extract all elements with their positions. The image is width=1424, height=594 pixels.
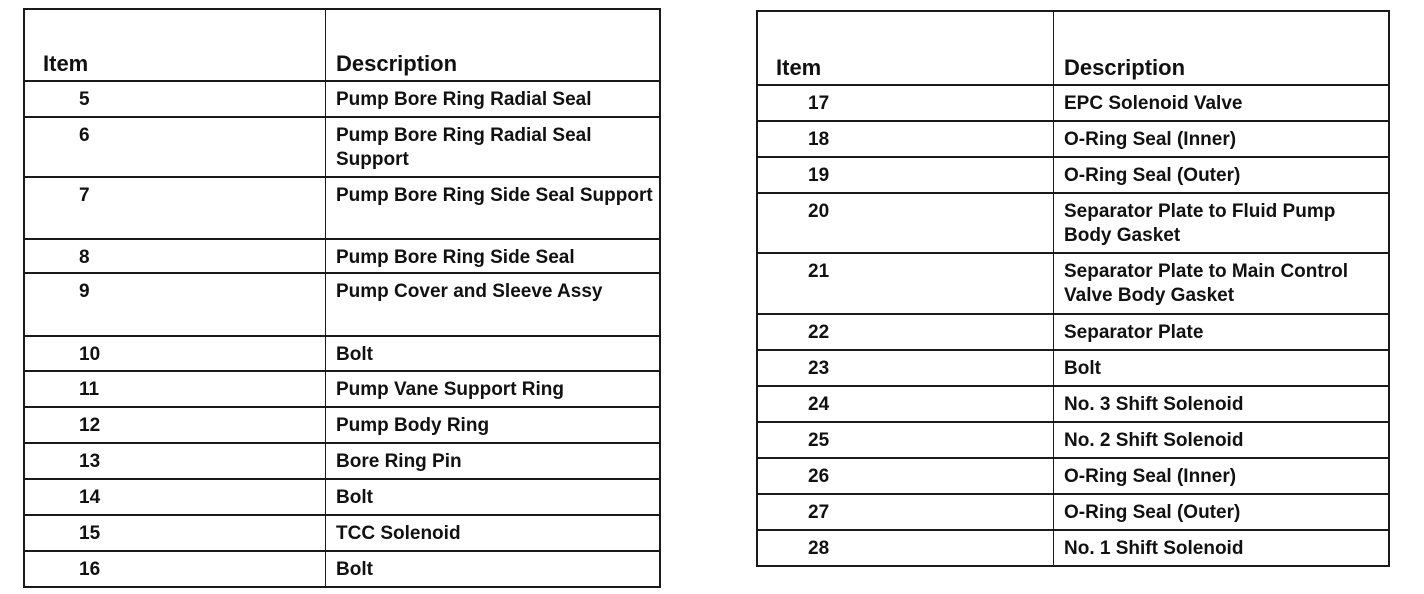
description-column-header: Description	[326, 9, 661, 81]
item-description: Pump Cover and Sleeve Assy	[326, 273, 661, 336]
table-row	[757, 253, 1389, 314]
item-description: Bolt	[326, 336, 661, 371]
item-number: 22	[757, 314, 1054, 350]
table-row	[757, 85, 1389, 121]
item-description: No. 1 Shift Solenoid	[1054, 530, 1390, 566]
table-row	[24, 443, 660, 479]
table-row	[24, 371, 660, 407]
item-number: 25	[757, 422, 1054, 458]
table-row	[24, 81, 660, 117]
item-description: Pump Body Ring	[326, 407, 661, 443]
table-row	[24, 177, 660, 239]
item-description: Pump Bore Ring Radial Seal	[326, 81, 661, 117]
item-column-header: Item	[24, 9, 326, 81]
table-row	[757, 193, 1389, 253]
table-row	[757, 494, 1389, 530]
item-description: O-Ring Seal (Outer)	[1054, 157, 1390, 193]
item-number: 13	[24, 443, 326, 479]
item-description: O-Ring Seal (Outer)	[1054, 494, 1390, 530]
item-description: Pump Bore Ring Side Seal Support	[326, 177, 661, 239]
table-row	[24, 407, 660, 443]
item-number: 9	[24, 273, 326, 336]
item-number: 11	[24, 371, 326, 407]
header-row	[757, 11, 1389, 85]
item-description: No. 3 Shift Solenoid	[1054, 386, 1390, 422]
item-description: Pump Bore Ring Side Seal	[326, 239, 661, 273]
item-description: O-Ring Seal (Inner)	[1054, 458, 1390, 494]
item-number: 10	[24, 336, 326, 371]
parts-table-right	[756, 10, 1390, 567]
item-number: 19	[757, 157, 1054, 193]
item-column-header: Item	[757, 11, 1054, 85]
item-description: Separator Plate to Main Control Valve Body Gasket	[1054, 253, 1390, 314]
item-description: O-Ring Seal (Inner)	[1054, 121, 1390, 157]
item-number: 28	[757, 530, 1054, 566]
item-description: No. 2 Shift Solenoid	[1054, 422, 1390, 458]
table-row	[757, 386, 1389, 422]
table-row	[757, 157, 1389, 193]
item-number: 12	[24, 407, 326, 443]
table-row	[757, 530, 1389, 566]
table-row	[757, 121, 1389, 157]
table-row	[24, 479, 660, 515]
header-row	[24, 9, 660, 81]
item-description: Pump Bore Ring Radial Seal Support	[326, 117, 661, 177]
item-number: 5	[24, 81, 326, 117]
item-number: 27	[757, 494, 1054, 530]
table-row	[757, 350, 1389, 386]
item-description: Bolt	[326, 551, 661, 587]
description-column-header: Description	[1054, 11, 1390, 85]
table-row	[24, 239, 660, 273]
item-description: Separator Plate	[1054, 314, 1390, 350]
item-number: 20	[757, 193, 1054, 253]
item-number: 6	[24, 117, 326, 177]
parts-table-left	[23, 8, 661, 588]
table-row	[757, 422, 1389, 458]
item-number: 16	[24, 551, 326, 587]
item-description: Bolt	[326, 479, 661, 515]
item-number: 14	[24, 479, 326, 515]
item-description: EPC Solenoid Valve	[1054, 85, 1390, 121]
table-row	[24, 515, 660, 551]
item-number: 18	[757, 121, 1054, 157]
table-row	[757, 458, 1389, 494]
item-number: 26	[757, 458, 1054, 494]
item-description: Separator Plate to Fluid Pump Body Gasket	[1054, 193, 1390, 253]
item-description: Bolt	[1054, 350, 1390, 386]
item-number: 24	[757, 386, 1054, 422]
item-description: TCC Solenoid	[326, 515, 661, 551]
item-number: 15	[24, 515, 326, 551]
table-row	[24, 117, 660, 177]
table-row	[24, 551, 660, 587]
item-description: Pump Vane Support Ring	[326, 371, 661, 407]
table-row	[24, 336, 660, 371]
table-row	[24, 273, 660, 336]
item-number: 7	[24, 177, 326, 239]
table-row	[757, 314, 1389, 350]
item-number: 17	[757, 85, 1054, 121]
item-number: 23	[757, 350, 1054, 386]
item-description: Bore Ring Pin	[326, 443, 661, 479]
item-number: 8	[24, 239, 326, 273]
item-number: 21	[757, 253, 1054, 314]
